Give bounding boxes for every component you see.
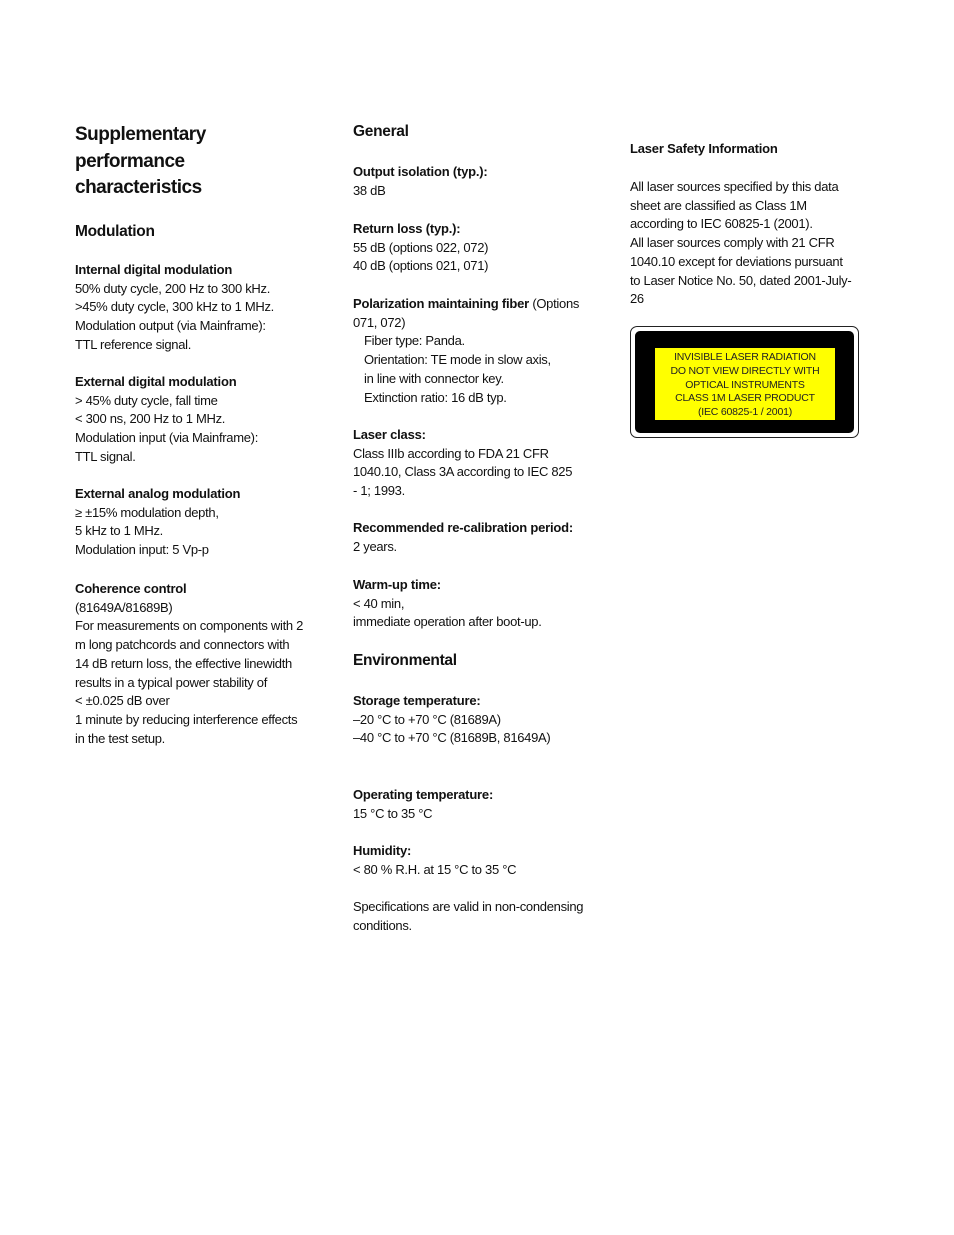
polarization-maintaining-fiber: Polarization maintaining fiber (Options 071, 072) Fiber type: Panda. Orientation: TE mode in slow axis, in line with connector key. Extinction ratio: 16 dB typ. [353, 296, 580, 405]
output-isolation: Output isolation (typ.): 38 dB [353, 164, 488, 198]
return-loss: Return loss (typ.): 55 dB (options 022, 072) 40 dB (options 021, 071) [353, 221, 489, 274]
laser-warning-frame [635, 331, 854, 433]
modulation-heading: Modulation [75, 223, 155, 240]
laser-safety-heading: Laser Safety Information [630, 141, 778, 156]
laser-safety-text: All laser sources specified by this data sheet are classified as Class 1M according to IEC 60825-1 (2001). All laser sources comply with 21 CFR 1040.10 except for deviations pursuant to Laser Notice No. 50, dated 2001-July- 26 [630, 179, 852, 307]
storage-temperature: Storage temperature: –20 °C to +70 °C (81689A) –40 °C to +70 °C (81689B, 81649A) [353, 693, 551, 746]
laser-class: Laser class: Class IIIb according to FDA 21 CFR 1040.10, Class 3A according to IEC 825 - 1; 1993. [353, 427, 573, 499]
external-digital-modulation: External digital modulation > 45% duty cycle, fall time < 300 ns, 200 Hz to 1 MHz. Modulation input (via Mainframe): TTL signal. [75, 374, 259, 464]
general-heading: General [353, 123, 409, 140]
warm-up-time: Warm-up time: < 40 min, immediate operation after boot-up. [353, 577, 542, 630]
laser-warning-text: INVISIBLE LASER RADIATION DO NOT VIEW DIRECTLY WITH OPTICAL INSTRUMENTS CLASS 1M LASER PRODUCT (IEC 60825-1 / 2001) [655, 348, 835, 420]
external-analog-modulation: External analog modulation ≥ ±15% modulation depth, 5 kHz to 1 MHz. Modulation input: 5 Vp-p [75, 486, 241, 558]
coherence-control: Coherence control (81649A/81689B) For measurements on components with 2 m long patchcords and connectors with 14 dB return loss, the effective linewidth results in a typical power stability of < ±0.025 dB over 1 minute by reducing interference effects in the test setup. [75, 581, 304, 746]
recalibration-period: Recommended re-calibration period: 2 years. [353, 520, 574, 554]
laser-warning-label [630, 326, 859, 438]
environmental-heading: Environmental [353, 652, 457, 669]
operating-temperature: Operating temperature: 15 °C to 35 °C [353, 787, 494, 821]
condensing-note: Specifications are valid in non-condensing conditions. [353, 899, 584, 933]
internal-digital-modulation: Internal digital modulation 50% duty cycle, 200 Hz to 300 kHz. >45% duty cycle, 300 kHz to 1 MHz. Modulation output (via Mainframe): TTL reference signal. [75, 262, 274, 352]
section-title: Supplementary performance characteristics [75, 124, 206, 198]
humidity: Humidity: < 80 % R.H. at 15 °C to 35 °C [353, 843, 517, 877]
